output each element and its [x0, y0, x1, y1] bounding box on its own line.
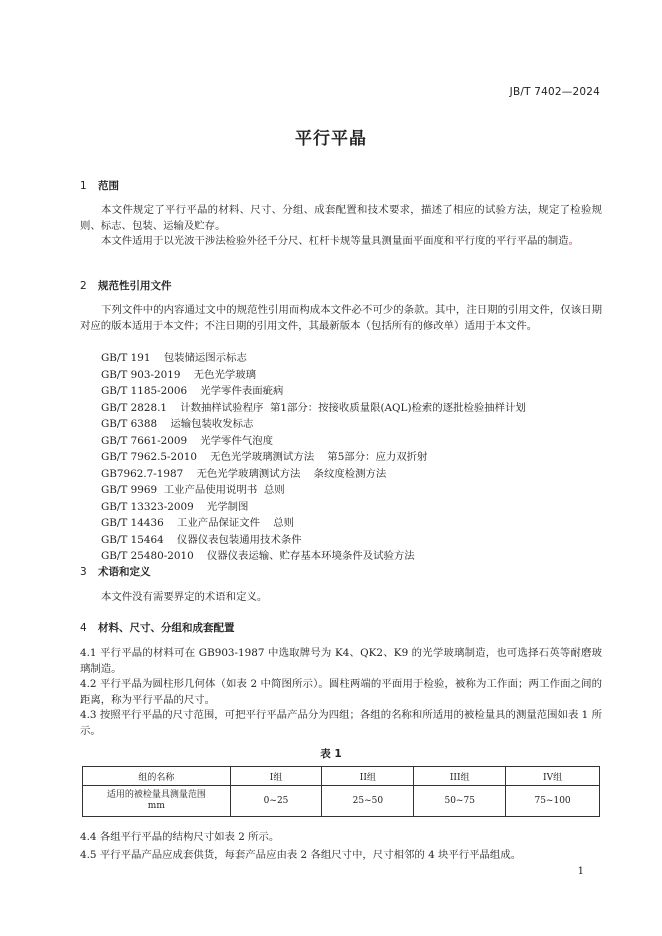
table-header-cell: I组: [230, 767, 322, 786]
table-header-row: [83, 767, 600, 786]
reference-item: GB/T 14436 工业产品保证文件 总则: [101, 517, 295, 529]
reference-list: [101, 350, 526, 565]
document-code: JB/T 7402—2024: [509, 86, 600, 98]
table-cell: 50~75: [414, 786, 506, 817]
section-1-paragraph-2: [80, 234, 602, 250]
paragraph-text: 本文件适用于以光波干涉法检验外径千分尺、杠杆卡规等量具测量面平面度和平行度的平行平晶的制造: [101, 235, 569, 247]
table-cell: 0~25: [230, 786, 322, 817]
section-2-heading: [80, 278, 172, 293]
section-title: 材料、尺寸、分组和成套配置: [98, 622, 235, 634]
section-number: 1: [80, 180, 87, 192]
page-title: 平行平晶: [295, 129, 367, 149]
paragraph-end-mark: 。: [568, 235, 579, 247]
table-header-cell: II组: [322, 767, 414, 786]
section-title: 范围: [98, 180, 119, 192]
section-number: 3: [80, 566, 87, 578]
reference-item: GB/T 7661-2009 光学零件气泡度: [101, 434, 274, 447]
clause-4-2: 4.2 平行平晶为圆柱形几何体（如表 2 中简图所示）。圆柱两端的平面用于检验，被称为工作面；两工作面之间的距离，称为平行平晶的尺寸。: [80, 678, 602, 706]
table-header-cell: 组的名称: [83, 767, 231, 786]
row-label-text: 适用的被检量具测量范围: [106, 790, 206, 800]
section-3-heading: [80, 564, 151, 579]
reference-item: GB/T 9969 工业产品使用说明书 总则: [101, 484, 285, 496]
table-1-caption: 表 1: [320, 748, 342, 760]
table-1: [82, 766, 600, 817]
reference-item: GB/T 25480-2010 仪器仪表运输、贮存基本环境条件及试验方法: [101, 550, 415, 562]
reference-item: GB/T 13323-2009 光学制图: [101, 500, 249, 513]
table-cell: 25~50: [322, 786, 414, 817]
clause-4-3: 4.3 按照平行平晶的尺寸范围，可把平行平晶产品分为四组；各组的名称和所适用的被检量具的测量范围如表 1 所示。: [80, 709, 602, 737]
table-cell: 75~100: [506, 786, 600, 817]
reference-item: GB/T 2828.1 计数抽样试验程序 第1部分：按接收质量限(AQL)检索的逐批检验抽样计划: [101, 401, 526, 414]
reference-item: GB/T 191 包装储运图示标志: [101, 352, 247, 364]
clause-4-5: 4.5 平行平晶产品应成套供货，每套产品应由表 2 各组尺寸中，尺寸相邻的 4 块平行平晶组成。: [80, 849, 522, 861]
clause-4-4: 4.4 各组平行平晶的结构尺寸如表 2 所示。: [80, 831, 280, 843]
row-label-unit: mm: [147, 801, 165, 811]
reference-item: GB/T 7962.5-2010 无色光学玻璃测试方法 第5部分：应力双折射: [101, 451, 428, 463]
section-1-heading: [80, 178, 119, 193]
section-4-heading: [80, 620, 235, 635]
table-row: [83, 786, 600, 817]
section-title: 术语和定义: [98, 566, 151, 578]
section-2-intro: 下列文件中的内容通过文中的规范性引用而构成本文件必不可少的条款。其中，注日期的引用文件，仅该日期对应的版本适用于本文件；不注日期的引用文件，其最新版本（包括所有的修改单）适用于本文件。: [80, 304, 602, 332]
reference-item: GB/T 6388 运输包装收发标志: [101, 418, 254, 430]
table-header-cell: IV组: [506, 767, 600, 786]
clause-4-1: 4.1 平行平晶的材料可在 GB903-1987 中选取牌号为 K4、QK2、K9 的光学玻璃制造，也可选择石英等耐磨玻璃制造。: [80, 647, 602, 675]
section-3-paragraph: 本文件没有需要界定的术语和定义。: [101, 591, 268, 603]
reference-item: GB7962.7-1987 无色光学玻璃测试方法 条纹度检测方法: [101, 467, 387, 480]
page-number: 1: [577, 866, 584, 877]
reference-item: GB/T 1185-2006 光学零件表面疵病: [101, 385, 284, 397]
table-header-cell: III组: [414, 767, 506, 786]
section-1-paragraph-1: 本文件规定了平行平晶的材料、尺寸、分组、成套配置和技术要求，描述了相应的试验方法，规定了检验规则、标志、包装、运输及贮存。: [80, 204, 602, 232]
section-number: 2: [80, 280, 87, 292]
table-row-label: [83, 786, 231, 817]
section-number: 4: [80, 622, 87, 634]
section-title: 规范性引用文件: [98, 280, 172, 292]
reference-item: GB/T 903-2019 无色光学玻璃: [101, 368, 257, 381]
reference-item: GB/T 15464 仪器仪表包装通用技术条件: [101, 533, 302, 546]
